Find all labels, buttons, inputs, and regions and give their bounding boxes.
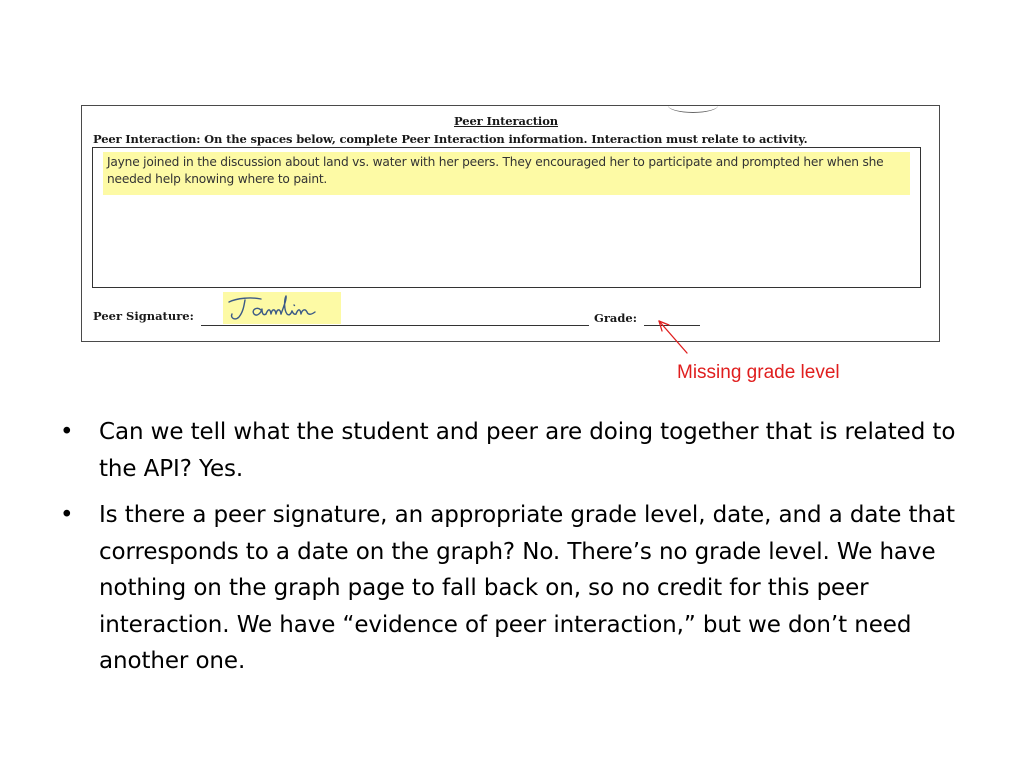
signature-label: Peer Signature: bbox=[93, 309, 194, 323]
grade-label: Grade: bbox=[594, 311, 637, 325]
form-instructions: Peer Interaction: On the spaces below, complete Peer Interaction information. Interaction must relate to activity. bbox=[93, 132, 808, 146]
answer-box bbox=[92, 147, 921, 288]
bullet-text: Can we tell what the student and peer are doing together that is related to the API? Yes. bbox=[99, 419, 956, 482]
answer-text: Jayne joined in the discussion about land vs. water with her peers. They encouraged her to participate and prompted her when she needed help knowing where to paint. bbox=[107, 155, 884, 186]
scan-artifact-arc bbox=[668, 98, 718, 113]
bullet-text: Is there a peer signature, an appropriate grade level, date, and a date that corresponds to a date on the graph? No. There’s no grade level. We have nothing on the graph page to fall back on, so no credit for this peer interaction. We have “evidence of peer interaction,” but we don’t need another one. bbox=[99, 502, 955, 674]
bullet-item bbox=[60, 497, 975, 680]
signature-line bbox=[201, 325, 589, 326]
bullet-symbol: • bbox=[60, 502, 74, 528]
annotation-missing-grade: Missing grade level bbox=[677, 362, 840, 383]
scanned-peer-interaction-form bbox=[81, 105, 940, 342]
bullet-symbol: • bbox=[60, 419, 74, 445]
bullet-list bbox=[60, 414, 975, 690]
handwritten-signature bbox=[223, 292, 341, 324]
form-title: Peer Interaction bbox=[454, 114, 559, 128]
bullet-item bbox=[60, 414, 975, 487]
annotation-arrow-icon bbox=[650, 318, 700, 358]
